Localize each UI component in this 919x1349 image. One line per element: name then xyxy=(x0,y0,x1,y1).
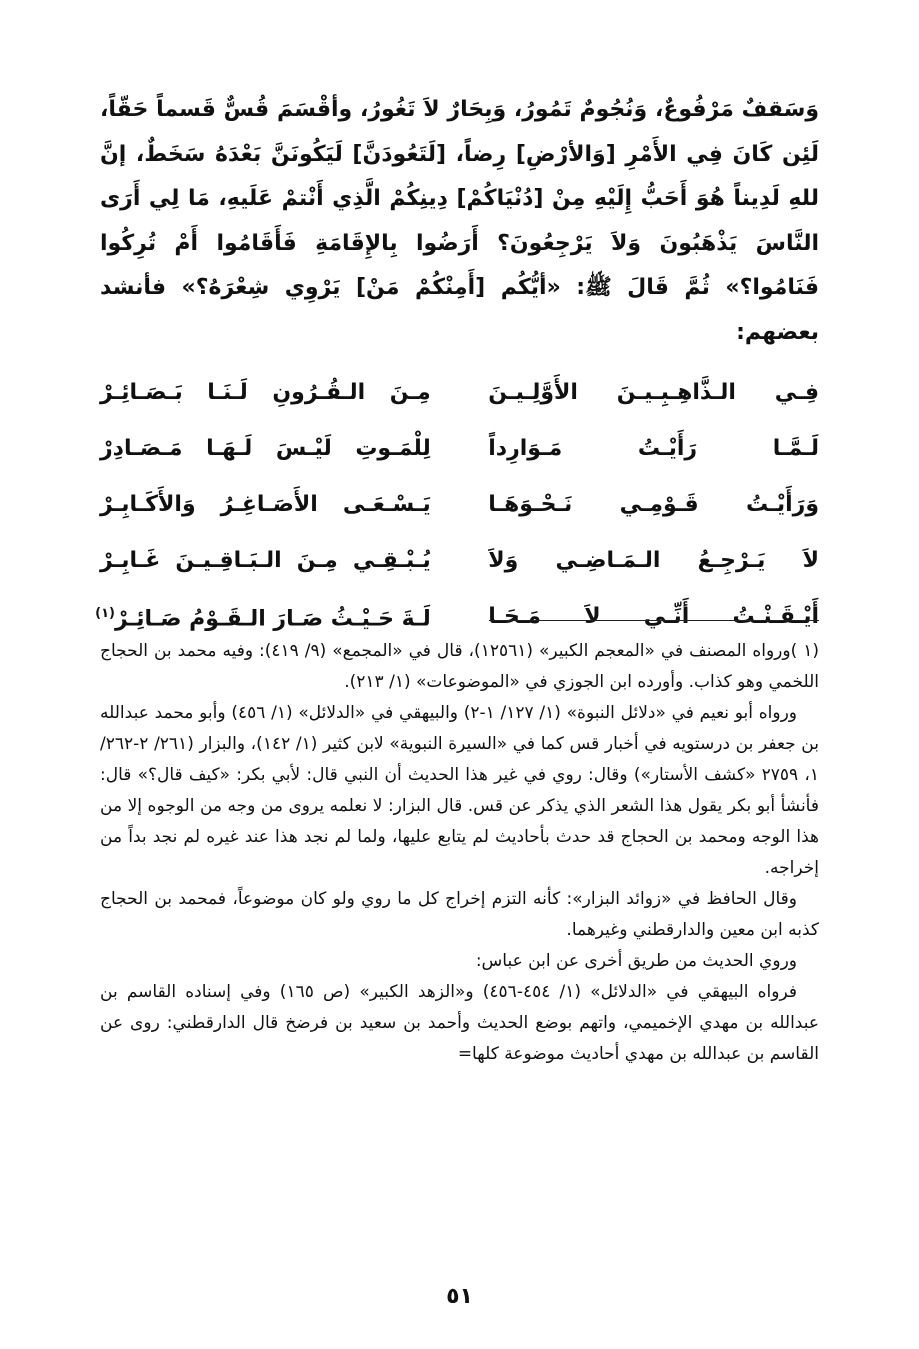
footnote-separator xyxy=(489,620,819,621)
verse-2-second-hemistich: لِلْمَـوتِ لَيْـسَ لَـهَـا مَـصَـادِرْ xyxy=(100,436,431,461)
poem-verse-3 xyxy=(100,477,819,533)
verse-5-second-text: لَـةَ حَـيْـثُ صَـارَ الـقَـوْمُ صَـائِـرْ xyxy=(115,606,431,632)
poem xyxy=(95,365,819,645)
verse-3-second-hemistich: يَـسْـعَـى الأَصَـاغِـرُ وَالأَكَـابِـرْ xyxy=(100,492,431,517)
verse-4-first-hemistich: لاَ يَـرْجِـعُ الـمَـاضِـي وَلاَ xyxy=(488,548,819,573)
footnote-paragraph-3: وقال الحافظ في «زوائد البزار»: كأنه التزم إخراج كل ما روي ولو كان موضوعاً، فمحمد بن الحجاج كذبه ابن معين والدارقطني وغيرهما. xyxy=(100,889,819,940)
footnotes xyxy=(100,636,819,1070)
verse-1-first-hemistich: فِـي الـذَّاهِـبِـيـنَ الأَوَّلِـيـنَ xyxy=(488,380,819,405)
footnote-paragraph-5: فرواه البيهقي في «الدلائل» (١/ ٤٥٤-٤٥٦) و«الزهد الكبير» (ص ١٦٥) وفي إسناده القاسم بن عبدالله بن مهدي الإخميمي، واتهم بوضع الحديث وأحمد بن سعيد بن فرضخ قال الدارقطني: روى عن القاسم بن عبدالله بن مهدي أحاديث موضوعة كلها= xyxy=(100,982,819,1064)
footnote-paragraph-4: وروي الحديث من طريق أخرى عن ابن عباس: xyxy=(475,951,797,971)
footnote-paragraph-1: (١ )ورواه المصنف في «المعجم الكبير» (١٢٥٦١)، قال في «المجمع» (٩/ ٤١٩): وفيه محمد بن الحجاج اللخمي وهو كذاب. وأورده ابن الجوزي في «الموضوعات» (١/ ٢١٣). xyxy=(100,641,820,692)
footnote-marker: (١) xyxy=(95,606,115,622)
poem-verse-1 xyxy=(100,365,819,421)
main-paragraph: وَسَقفٌ مَرْفُوعٌ، وَنُجُومٌ تَمُورُ، وَبِحَارٌ لاَ تَغُورُ، وأقْسَمَ قُسٌّ قَسماً حَقّاً، لَئِن كَانَ فِي الأَمْرِ [وَالأرْضِ] رِضاً، [لَتَعُودَنَّ] لَيَكُونَنَّ بَعْدَهُ سَخَطٌ، إنَّ للهِ لَدِيناً هُوَ أَحَبُّ إِلَيْهِ مِنْ [دُنْيَاكُمْ] دِينِكُمْ الَّذِي أَنْتمْ عَلَيهِ، مَا لِي أَرَى النَّاسَ يَذْهَبُونَ وَلاَ يَرْجِعُونَ؟ أَرَضُوا بِالإِقَامَةِ فَأَقَامُوا أَمْ تُرِكُوا فَنَامُوا؟» ثُمَّ قَالَ ﷺ: «أيُّكُم [أَمِنْكُمْ مَنْ] يَرْوِي شِعْرَهُ؟» فأنشد بعضهم: xyxy=(100,97,819,345)
poem-verse-2 xyxy=(100,421,819,477)
page-number: ٥١ xyxy=(446,1284,473,1309)
verse-4-second-hemistich: يُـبْـقِـي مِـنَ الـبَـاقِـيـنَ غَـابِـرْ xyxy=(100,548,431,573)
verse-2-first-hemistich: لَـمَّـا رَأَيْـتُ مَـوَارِداً xyxy=(488,436,819,461)
verse-5-first-hemistich: أَيْـقَـنْـتُ أَنِّـي لاَ مَـحَـا xyxy=(488,604,819,629)
verse-1-second-hemistich: مِـنَ الـقُـرُونِ لَـنَـا بَـصَـائِـرْ xyxy=(100,380,431,405)
book-page xyxy=(95,88,820,1309)
footnote-paragraph-2: ورواه أبو نعيم في «دلائل النبوة» (١/ ١٢٧/ ١-٢) والبيهقي في «الدلائل» (١/ ٤٥٦) وأبو محمد عبدالله بن جعفر بن درستويه في أخبار قس كما في «السيرة النبوية» لابن كثير (١/ ١٤٢)، والبزار (٢٦١/ ٢-٢٦٢/ ١، ٢٧٥٩ «كشف الأستار») وقال: روي في غير هذا الحديث أن النبي قال: لأبي بكر: «كيف قال؟» قال: فأنشأ أبو بكر يقول هذا الشعر الذي يذكر عن قس. قال البزار: لا نعلمه يروى من وجه من الوجوه إلا من هذا الوجه ومحمد بن الحجاج قد حدث بأحاديث لم يتابع عليها، ولما لم نجد هذا عند غيره لم نجد بداً من إخراجه. xyxy=(100,703,819,878)
poem-verse-4 xyxy=(100,533,819,589)
verse-3-first-hemistich: وَرَأَيْـتُ قَـوْمِـي نَـحْـوَهَـا xyxy=(488,492,819,517)
